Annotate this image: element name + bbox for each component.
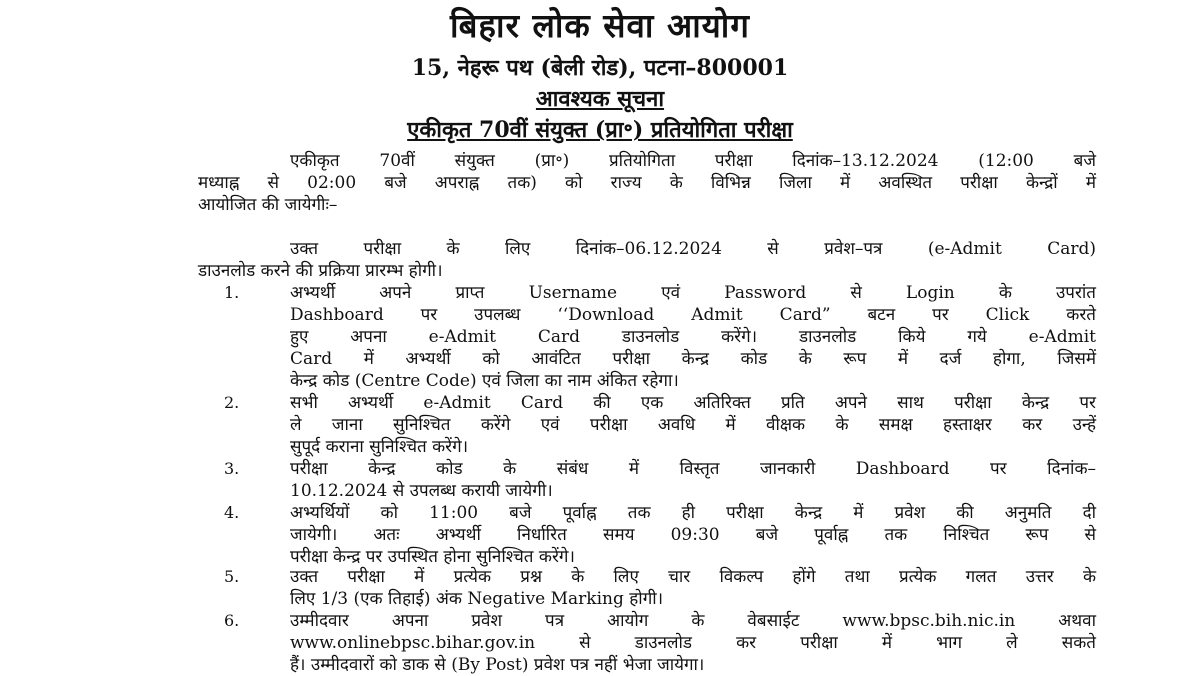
item-line: उक्त परीक्षा में प्रत्येक प्रश्न के लिए चार विकल्प होंगे तथा प्रत्येक गलत उत्तर के bbox=[290, 567, 1096, 587]
commission-title: बिहार लोक सेवा आयोग bbox=[450, 6, 750, 45]
exam-heading: एकीकृत 70वीं संयुक्त (प्रा॰) प्रतियोगिता परीक्षा bbox=[407, 117, 793, 143]
item-number: 2. bbox=[224, 393, 240, 412]
item-line: ले जाना सुनिश्चित करेंगे एवं परीक्षा अवधि में वीक्षक के समक्ष हस्ताक्षर कर उन्हें bbox=[290, 415, 1096, 435]
commission-address: 15, नेहरू पथ (बेली रोड), पटना–800001 bbox=[411, 55, 789, 81]
item-line: अभ्यर्थियों को 11:00 बजे पूर्वाह्न तक ही परीक्षा केन्द्र में प्रवेश की अनुमति दी bbox=[290, 503, 1096, 523]
item-line: परीक्षा केन्द्र कोड के संबंध में विस्तृत जानकारी Dashboard पर दिनांक– bbox=[290, 459, 1096, 479]
intro-line: एकीकृत 70वीं संयुक्त (प्रा॰) प्रतियोगिता परीक्षा दिनांक–13.12.2024 (12:00 बजे bbox=[290, 151, 1096, 171]
item-number: 3. bbox=[224, 459, 240, 478]
notice-heading: आवश्यक सूचना bbox=[535, 86, 665, 112]
item-line: केन्द्र कोड (Centre Code) एवं जिला का नाम अंकित रहेगा। bbox=[290, 371, 679, 391]
item-line: अभ्यर्थी अपने प्राप्त Username एवं Password से Login के उपरांत bbox=[290, 283, 1096, 303]
admit-card-line: उक्त परीक्षा के लिए दिनांक–06.12.2024 से प्रवेश–पत्र (e-Admit Card) bbox=[290, 239, 1096, 259]
admit-card-paragraph bbox=[198, 238, 1096, 282]
intro-line: आयोजित की जायेगीः– bbox=[198, 195, 338, 215]
item-line: Dashboard पर उपलब्ध ‘‘Download Admit Card” बटन पर Click करते bbox=[290, 305, 1096, 325]
item-line: सुपूर्द कराना सुनिश्चित करेंगे। bbox=[290, 437, 469, 457]
item-line: सभी अभ्यर्थी e-Admit Card की एक अतिरिक्त प्रति अपने साथ परीक्षा केन्द्र पर bbox=[290, 393, 1096, 413]
item-line: www.onlinebpsc.bihar.gov.in से डाउनलोड कर परीक्षा में भाग ले सकते bbox=[290, 633, 1096, 653]
admit-card-line: डाउनलोड करने की प्रक्रिया प्रारम्भ होगी। bbox=[198, 261, 443, 281]
item-line: लिए 1/3 (एक तिहाई) अंक Negative Marking होगी। bbox=[290, 589, 664, 609]
item-number: 5. bbox=[224, 567, 240, 586]
intro-paragraph bbox=[198, 150, 1096, 216]
item-line: Card में अभ्यर्थी को आवंटित परीक्षा केन्द्र कोड के रूप में दर्ज होगा, जिसमें bbox=[290, 349, 1096, 369]
item-number: 4. bbox=[224, 503, 240, 522]
item-number: 1. bbox=[224, 283, 240, 302]
item-number: 6. bbox=[224, 611, 240, 630]
item-line: जायेगी। अतः अभ्यर्थी निर्धारित समय 09:30 बजे पूर्वाह्न तक निश्चित रूप से bbox=[290, 525, 1096, 545]
intro-line: मध्याह्न से 02:00 बजे अपराह्न तक) को राज्य के विभिन्न जिला में अवस्थित परीक्षा केन्द्रों में bbox=[198, 173, 1096, 193]
item-line: 10.12.2024 से उपलब्ध करायी जायेगी। bbox=[290, 481, 553, 501]
item-line: हैं। उम्मीदवारों को डाक से (By Post) प्रवेश पत्र नहीं भेजा जायेगा। bbox=[290, 655, 705, 675]
item-line: उम्मीदवार अपना प्रवेश पत्र आयोग के वेबसाईट www.bpsc.bih.nic.in अथवा bbox=[290, 611, 1096, 631]
item-line: परीक्षा केन्द्र पर उपस्थित होना सुनिश्चित करेंगे। bbox=[290, 547, 575, 567]
item-line: हुए अपना e-Admit Card डाउनलोड करेंगे। डाउनलोड किये गये e-Admit bbox=[290, 327, 1096, 347]
